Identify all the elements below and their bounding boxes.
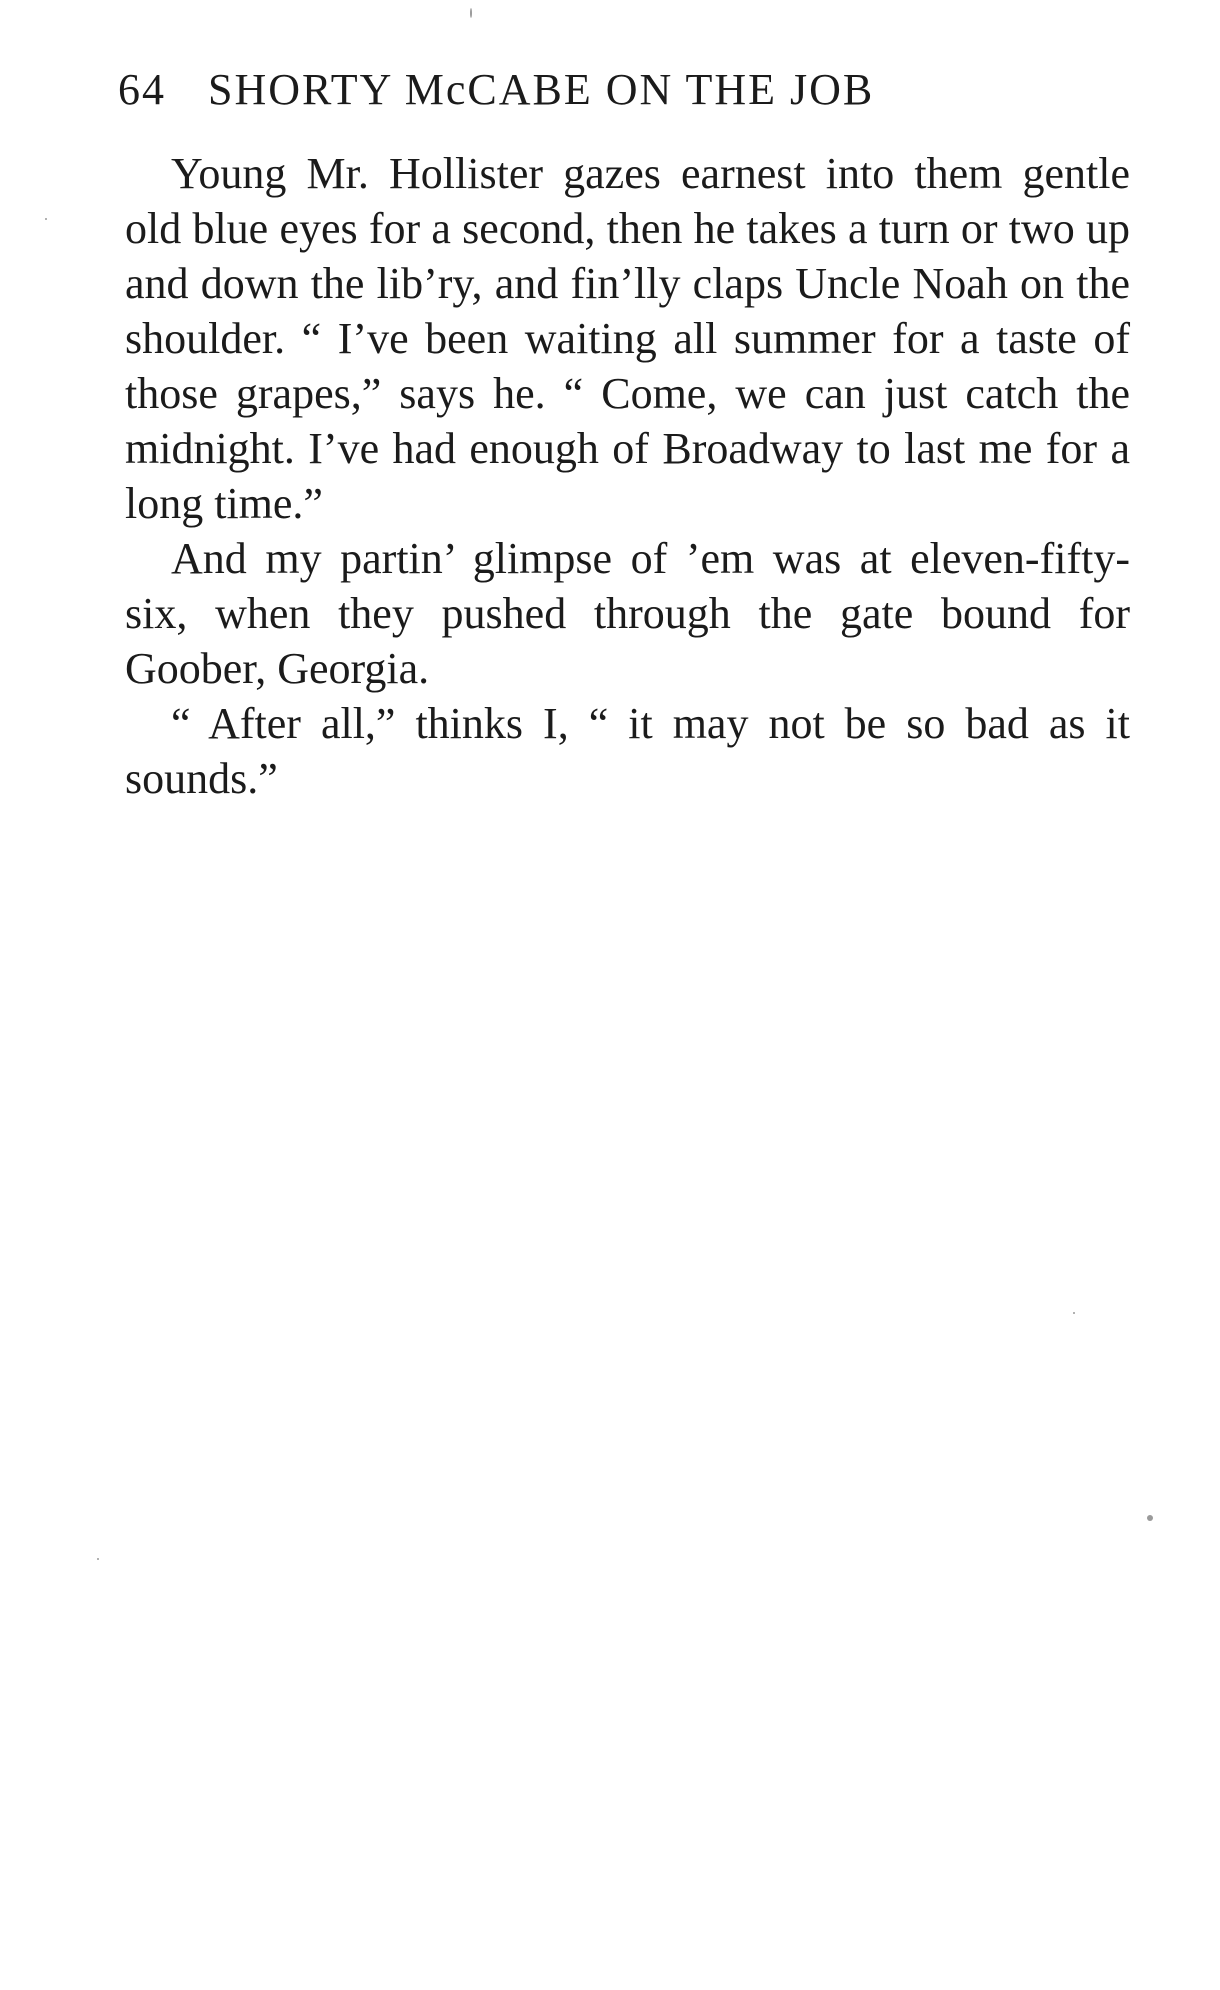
paragraph: “ After all,” thinks I, “ it may not be so bad as it sounds.”	[125, 699, 1130, 803]
scan-speck	[1073, 1312, 1075, 1314]
scan-speck	[97, 1558, 99, 1560]
scan-speck	[45, 218, 47, 220]
running-title: SHORTY McCABE ON THE JOB	[208, 65, 875, 114]
scan-speck	[470, 8, 472, 18]
page-number: 64	[118, 65, 166, 114]
scan-speck	[1147, 1515, 1153, 1521]
paragraph: And my partin’ glimpse of ’em was at eleven-fifty-six, when they pushed through the gate bound for Goober, Georgia.	[125, 534, 1130, 693]
running-header	[118, 60, 1018, 120]
body-text	[125, 146, 1130, 806]
paragraph: Young Mr. Hollister gazes earnest into them gentle old blue eyes for a second, then he takes a turn or two up and down the lib’ry, and fin’lly claps Uncle Noah on the shoulder. “ I’ve been waiting all summer for a taste of those grapes,” says he. “ Come, we can just catch the midnight. I’ve had enough of Broadway to last me for a long time.”	[125, 149, 1130, 528]
